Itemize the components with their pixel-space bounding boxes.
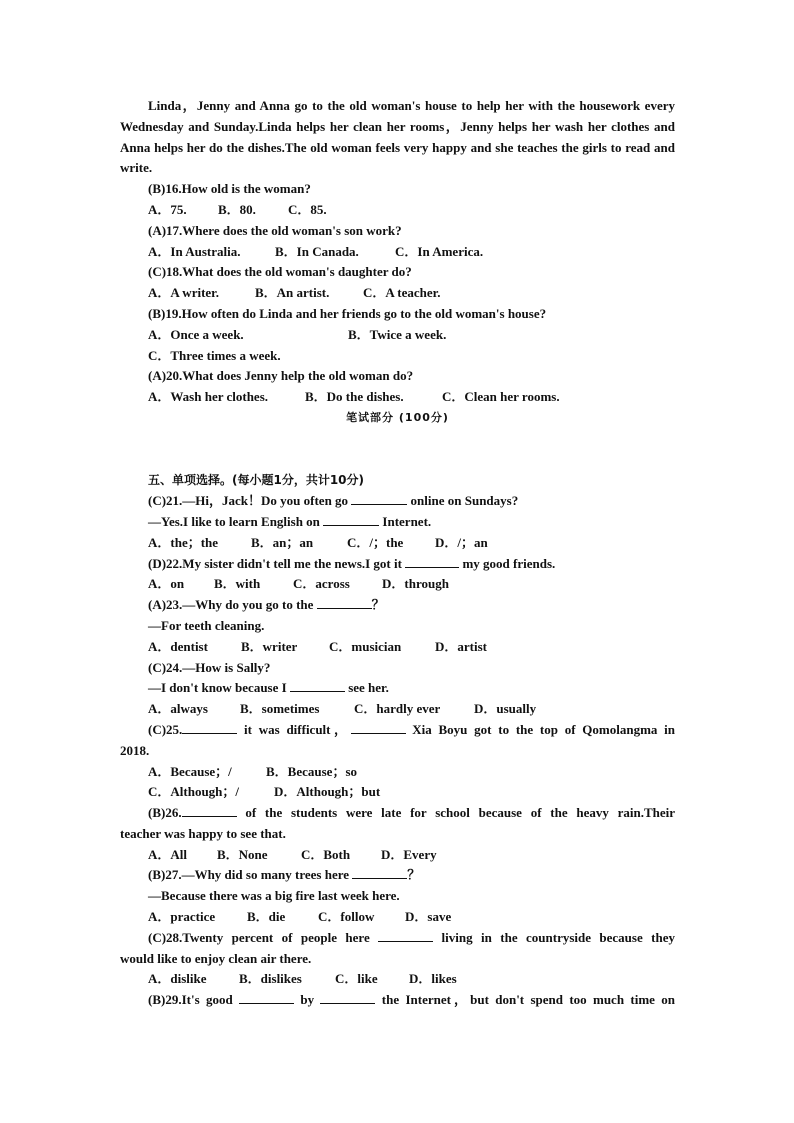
question-23-options xyxy=(120,637,675,658)
question-23-line2: —For teeth cleaning. xyxy=(148,617,265,633)
answer-blank xyxy=(182,721,237,734)
option-a: A．the；the xyxy=(148,534,219,550)
question-17: (A)17.Where does the old woman's son work? xyxy=(148,222,402,238)
option-c: C．In America. xyxy=(395,243,484,259)
answer-blank xyxy=(290,679,345,692)
worksheet-page xyxy=(120,96,675,1011)
question-19-option-c: C．Three times a week. xyxy=(148,347,281,363)
section-5-title: 五、单项选择。(每小题1分，共计10分) xyxy=(148,473,365,488)
option-a: A．dentist xyxy=(148,638,208,654)
answer-blank xyxy=(320,991,375,1004)
option-d: D．save xyxy=(405,909,452,925)
option-a: A．dislike xyxy=(148,971,207,987)
option-a: A．Because；/ xyxy=(148,763,232,779)
question-16: (B)16.How old is the woman? xyxy=(148,181,311,197)
option-d: D．Every xyxy=(381,846,437,862)
option-b: B．In Canada. xyxy=(275,243,359,259)
option-b: B．Because；so xyxy=(266,763,358,779)
question-22 xyxy=(120,554,675,575)
written-part-heading: 笔试部分 (100分) xyxy=(346,410,449,424)
q22-text-2: my good friends. xyxy=(459,555,556,571)
question-27-options xyxy=(120,907,675,928)
question-25 xyxy=(120,720,675,741)
option-b: B．sometimes xyxy=(240,701,320,717)
option-a: A．All xyxy=(148,846,188,862)
question-25-options-1 xyxy=(120,762,675,783)
question-18-options xyxy=(120,283,675,304)
question-20: (A)20.What does Jenny help the old woman do? xyxy=(148,368,414,384)
q29-text-3: the Internet，but don't spend too much time on xyxy=(375,992,675,1008)
option-b: B．80. xyxy=(218,201,256,217)
option-a: A．always xyxy=(148,701,208,717)
option-d: D．likes xyxy=(409,971,457,987)
q26-text-1: (B)26. xyxy=(148,805,182,821)
option-c: C．85. xyxy=(288,201,327,217)
question-26-line2: teacher was happy to see that. xyxy=(120,825,286,841)
question-25-options-2 xyxy=(120,782,675,803)
question-27-line2: —Because there was a big fire last week here. xyxy=(148,888,400,904)
question-28-line2: would like to enjoy clean air there. xyxy=(120,950,312,966)
option-a: A．A writer. xyxy=(148,285,220,301)
q24-text-1: —I don't know because I xyxy=(148,680,290,696)
q21-text-1: (C)21.—Hi，Jack！Do you often go xyxy=(148,493,352,509)
q29-text-2: by xyxy=(294,992,321,1008)
question-23 xyxy=(120,595,675,616)
q24-text-2: see her. xyxy=(344,680,389,696)
q27-text-2: ？ xyxy=(407,867,421,883)
option-b: B．Do the dishes. xyxy=(305,389,404,405)
q29-text-1: (B)29.It's good xyxy=(148,992,240,1008)
question-21-options xyxy=(120,533,675,554)
q25-text-1: (C)25. xyxy=(148,721,183,737)
question-19: (B)19.How often do Linda and her friends go to the old woman's house? xyxy=(148,305,547,321)
answer-blank xyxy=(323,513,379,526)
q26-text-2: of the students were late for school because of the heavy rain.Their xyxy=(236,805,675,821)
option-d: D．artist xyxy=(435,638,487,654)
answer-blank xyxy=(352,866,407,879)
option-c: C．Both xyxy=(301,846,351,862)
reading-passage: Linda，Jenny and Anna go to the old woman's house to help her with the housework every Wednesday and Sunday.Linda helps her clean her rooms，Jenny helps her wash her clothes and Anna helps her do the dishes.The old woman feels very happy and she teaches the girls to read and write. xyxy=(120,98,675,176)
q25-text-2: it was difficult， xyxy=(237,721,351,737)
q21-text-4: Internet. xyxy=(379,513,432,529)
answer-blank xyxy=(239,991,294,1004)
q23-text-2: ？ xyxy=(371,597,385,613)
question-21 xyxy=(120,491,675,512)
q23-text-1: (A)23.—Why do you go to the xyxy=(148,597,317,613)
question-21-line2 xyxy=(120,512,675,533)
q21-text-3: —Yes.I like to learn English on xyxy=(148,513,324,529)
option-a: A．In Australia. xyxy=(148,243,241,259)
option-b: B．dislikes xyxy=(239,971,302,987)
option-c: C．/；the xyxy=(347,534,404,550)
option-b: B．An artist. xyxy=(255,285,330,301)
q25-text-3: Xia Boyu got to the top of Qomolangma in xyxy=(405,721,675,737)
option-b: B．with xyxy=(214,576,261,592)
question-29 xyxy=(120,990,675,1011)
answer-blank xyxy=(351,492,407,505)
question-19-options xyxy=(120,325,675,346)
answer-blank xyxy=(182,804,237,817)
question-24-line2 xyxy=(120,678,675,699)
option-c: C．A teacher. xyxy=(363,285,441,301)
question-18: (C)18.What does the old woman's daughter do? xyxy=(148,264,412,280)
option-c: C．like xyxy=(335,971,378,987)
option-d: D．usually xyxy=(474,701,537,717)
question-25-line2: 2018. xyxy=(120,742,150,758)
option-b: B．writer xyxy=(241,638,298,654)
question-28 xyxy=(120,928,675,949)
question-16-options xyxy=(120,200,675,221)
q28-text-1: (C)28.Twenty percent of people here xyxy=(148,929,379,945)
option-c: C．Clean her rooms. xyxy=(442,389,560,405)
option-d: D．/；an xyxy=(435,534,488,550)
answer-blank xyxy=(378,929,433,942)
answer-blank xyxy=(317,596,372,609)
answer-blank xyxy=(405,555,459,568)
option-b: B．an；an xyxy=(251,534,314,550)
question-22-options xyxy=(120,574,675,595)
question-27 xyxy=(120,865,675,886)
option-a: A．Wash her clothes. xyxy=(148,389,269,405)
option-c: C．hardly ever xyxy=(354,701,441,717)
option-b: B．die xyxy=(247,909,286,925)
spacer xyxy=(120,429,675,471)
option-c: C．Although；/ xyxy=(148,784,240,800)
question-17-options xyxy=(120,242,675,263)
question-24-options xyxy=(120,699,675,720)
question-24: (C)24.—How is Sally? xyxy=(148,659,271,675)
question-26 xyxy=(120,803,675,824)
option-a: A．practice xyxy=(148,909,216,925)
option-d: D．through xyxy=(382,576,449,592)
question-28-options xyxy=(120,969,675,990)
option-a: A．on xyxy=(148,576,185,592)
q27-text-1: (B)27.—Why did so many trees here xyxy=(148,867,353,883)
option-a: A．75. xyxy=(148,201,187,217)
option-c: C．follow xyxy=(318,909,375,925)
option-c: C．across xyxy=(293,576,350,592)
option-b: B．Twice a week. xyxy=(348,326,447,342)
answer-blank xyxy=(351,721,406,734)
option-d: D．Although；but xyxy=(274,784,381,800)
option-a: A．Once a week. xyxy=(148,326,244,342)
option-b: B．None xyxy=(217,846,268,862)
option-c: C．musician xyxy=(329,638,402,654)
q22-text-1: (D)22.My sister didn't tell me the news.I got it xyxy=(148,555,406,571)
question-26-options xyxy=(120,845,675,866)
q21-text-2: online on Sundays? xyxy=(407,493,519,509)
q28-text-2: living in the countryside because they xyxy=(433,929,675,945)
question-20-options xyxy=(120,387,675,408)
